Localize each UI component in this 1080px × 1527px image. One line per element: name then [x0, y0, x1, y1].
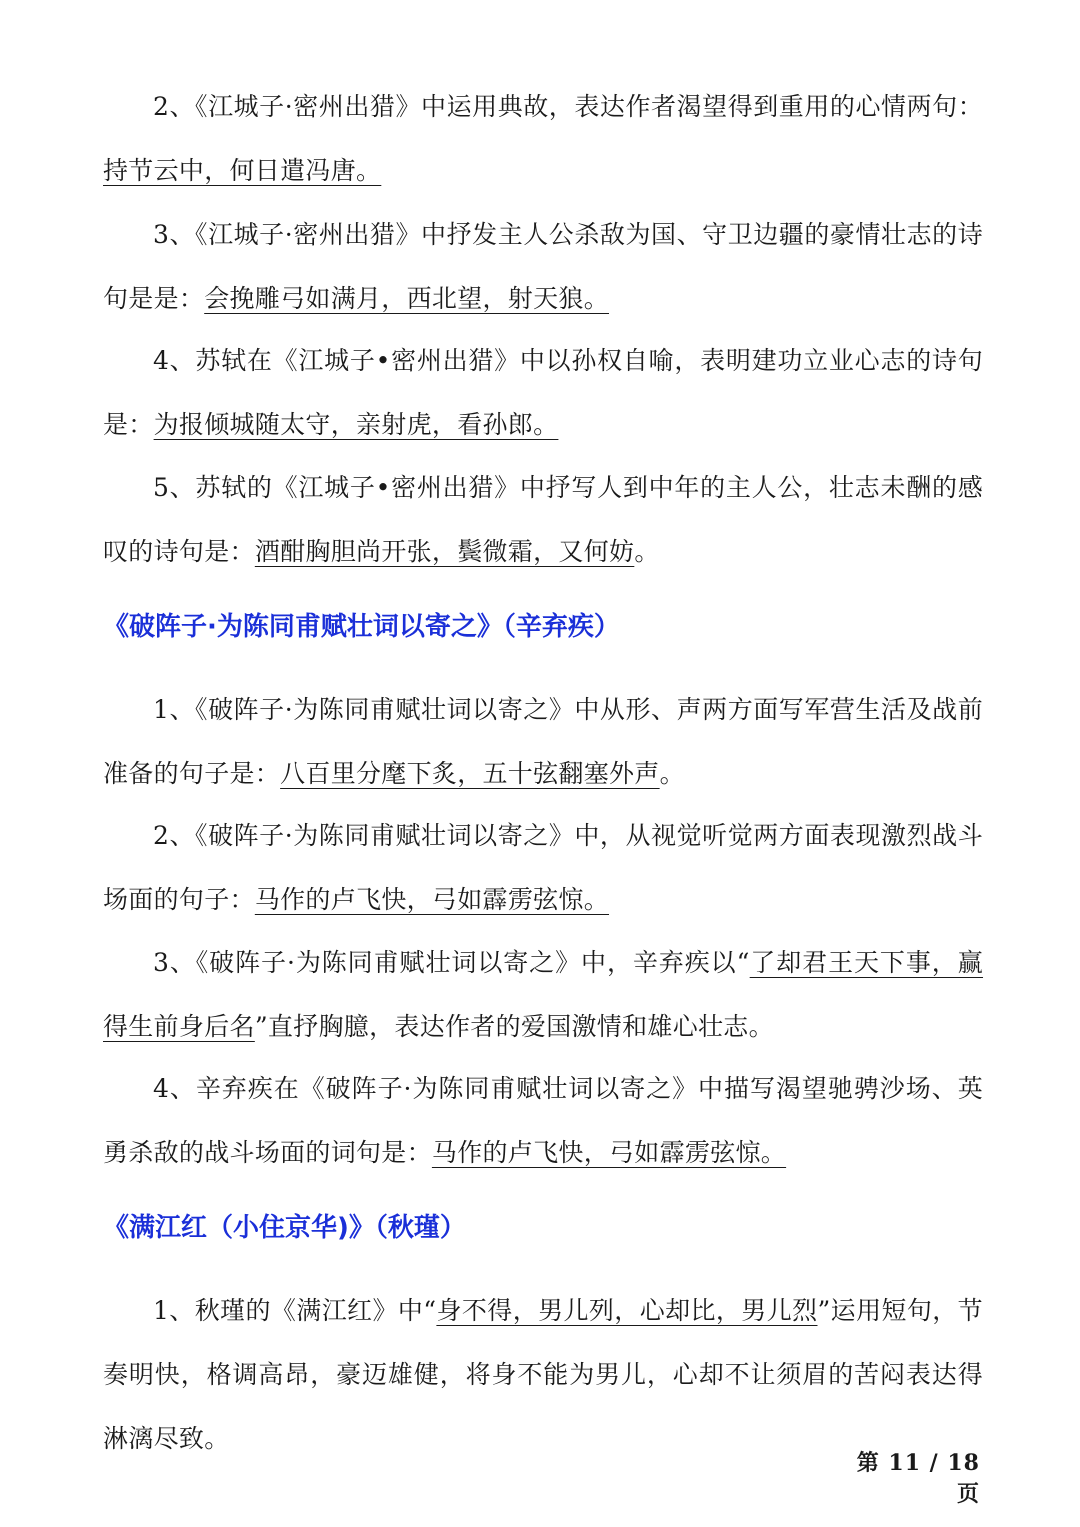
section-heading: 《满江红（小住京华)》（秋瑾） [103, 1213, 466, 1243]
answer-text: 持节云中，何日遣冯唐。 [103, 156, 382, 185]
answer-text: 马作的卢飞快，弓如霹雳弦惊。 [431, 1138, 787, 1167]
question-item [103, 804, 983, 932]
question-item [103, 1057, 983, 1185]
question-text: 1、《破阵子·为陈同甫赋壮词以寄之》中从形、声两方面写军营生活及战前准备的句子是： [103, 695, 983, 788]
answer-text: 八百里分麾下炙，五十弦翻塞外声 [280, 759, 660, 788]
question-item [103, 329, 983, 457]
question-text: 3、《江城子·密州出猎》中抒发主人公杀敌为国、守卫边疆的豪情壮志的诗句是是： [103, 220, 983, 313]
question-item [103, 1279, 983, 1471]
answer-text: 马作的卢飞快，弓如霹雳弦惊。 [254, 885, 610, 914]
section-heading: 《破阵子·为陈同甫赋壮词以寄之》（辛弃疾） [103, 612, 620, 642]
question-item [103, 203, 983, 331]
answer-text: 酒酣胸胆尚开张，鬓微霜，又何妨 [254, 537, 635, 566]
answer-text: 了却君王天下事，赢得生前身后名 [103, 948, 984, 1041]
question-item [103, 456, 983, 584]
question-text: 4、苏轼在《江城子•密州出猎》中以孙权自喻，表明建功立业心志的诗句是： [103, 346, 983, 439]
question-text: 3、《破阵子·为陈同甫赋壮词以寄之》中，辛弃疾以“ [153, 948, 750, 977]
question-text: 1、秋瑾的《满江红》中“ [153, 1296, 437, 1325]
question-text: 2、《江城子·密州出猎》中运用典故，表达作者渴望得到重用的心情两句： [153, 92, 983, 121]
question-text: 4、辛弃疾在《破阵子·为陈同甫赋壮词以寄之》中描写渴望驰骋沙场、英勇杀敌的战斗场面的词句是： [103, 1074, 983, 1167]
question-item [103, 75, 983, 203]
answer-text: 身不得，男儿列，心却比，男儿烈 [436, 1296, 818, 1325]
answer-text: 会挽雕弓如满月，西北望，射天狼。 [204, 284, 610, 313]
question-suffix: ”运用短句，节奏明快，格调高昂，豪迈雄健，将身不能为男儿，心却不让须眉的苦闷表达得淋漓尽致。 [103, 1296, 983, 1453]
answer-text: 为报倾城随太守，亲射虎，看孙郎。 [153, 410, 559, 439]
question-suffix: 。 [634, 537, 660, 566]
question-suffix: ”直抒胸臆，表达作者的爱国激情和雄心壮志。 [254, 1012, 774, 1041]
question-text: 2、《破阵子·为陈同甫赋壮词以寄之》中，从视觉听觉两方面表现激烈战斗场面的句子： [103, 821, 983, 914]
question-text: 5、苏轼的《江城子•密州出猎》中抒写人到中年的主人公，壮志未酬的感叹的诗句是： [103, 473, 983, 566]
question-item [103, 931, 983, 1059]
question-suffix: 。 [659, 759, 685, 788]
question-item [103, 678, 983, 806]
page-number: 第 11 / 18 页 [856, 1450, 980, 1507]
